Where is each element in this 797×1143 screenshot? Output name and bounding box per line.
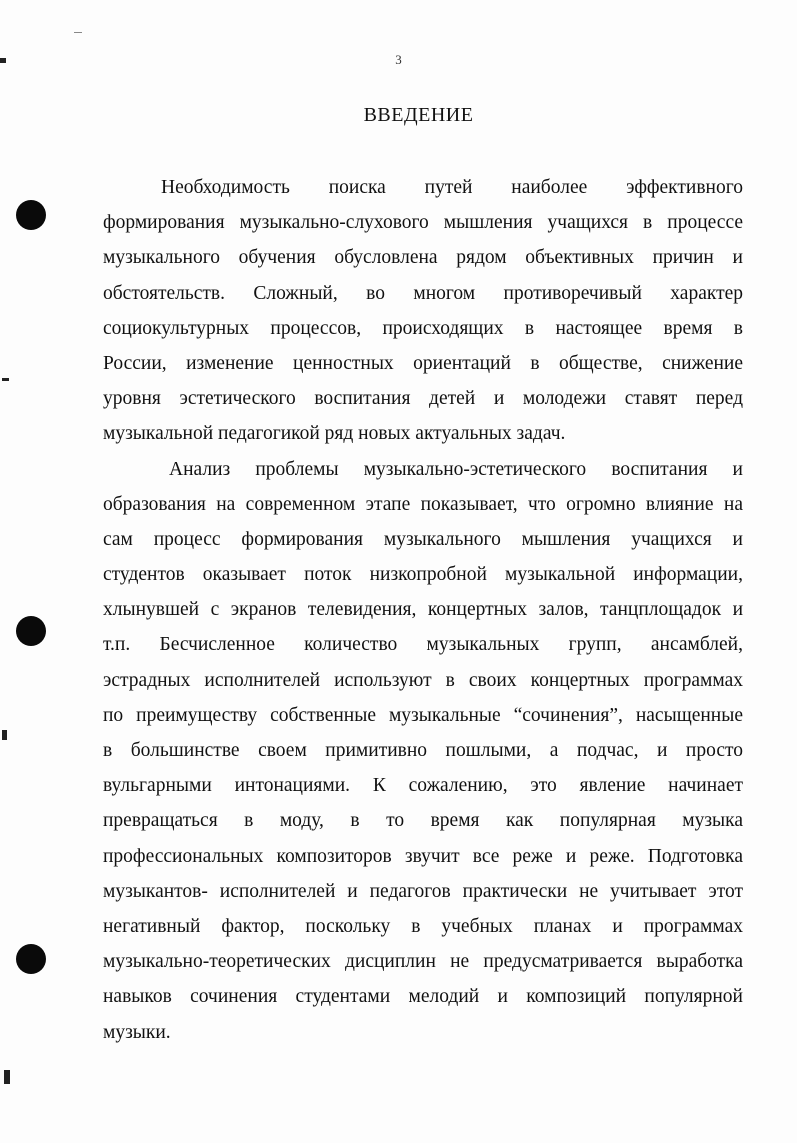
text-line: превращаться в моду, в то время как популярная музыка xyxy=(103,810,743,832)
page-number: 3 xyxy=(395,52,402,67)
text-line: музыкантов- исполнителей и педагогов практически не учитывает этот xyxy=(103,880,743,902)
punch-hole-bottom xyxy=(16,944,46,974)
text-line: т.п. Бесчисленное количество музыкальных групп, ансамблей, xyxy=(103,634,743,656)
punch-hole-top xyxy=(16,200,46,230)
text-line: России, изменение ценностных ориентаций в обществе, снижение xyxy=(103,352,743,374)
text-line: сам процесс формирования музыкального мышления учащихся и xyxy=(103,528,743,550)
scan-mark xyxy=(4,1070,10,1084)
section-heading: ВВЕДЕНИЕ xyxy=(363,104,474,126)
scan-mark xyxy=(2,730,7,740)
text-line: вульгарными интонациями. К сожалению, это явление начинает xyxy=(103,775,743,797)
text-line: Анализ проблемы музыкально-эстетического воспитания и xyxy=(169,458,743,480)
text-line: профессиональных композиторов звучит все реже и реже. Подготовка xyxy=(103,845,743,867)
scan-mark xyxy=(74,32,82,33)
text-line: навыков сочинения студентами мелодий и композиций популярной xyxy=(103,986,743,1008)
text-line: музыки. xyxy=(103,1021,171,1043)
text-line: Необходимость поиска путей наиболее эффективного xyxy=(161,177,743,198)
text-line: обстоятельств. Сложный, во многом противоречивый характер xyxy=(103,282,743,304)
text-line: эстрадных исполнителей используют в своих концертных программах xyxy=(103,669,743,691)
text-line: социокультурных процессов, происходящих в настоящее время в xyxy=(103,317,743,339)
text-line: формирования музыкально-слухового мышления учащихся в процессе xyxy=(103,212,743,234)
text-line: музыкально-теоретических дисциплин не предусматривается выработка xyxy=(103,951,743,973)
punch-hole-middle xyxy=(16,616,46,646)
scan-mark xyxy=(2,378,9,381)
paragraph-2 xyxy=(103,452,743,1050)
text-line: хлынувшей с экранов телевидения, концертных залов, танцплощадок и xyxy=(103,599,743,621)
paragraph-1 xyxy=(103,170,743,452)
text-line: образования на современном этапе показывает, что огромно влияние на xyxy=(103,493,743,515)
text-line: в большинстве своем примитивно пошлыми, а подчас, и просто xyxy=(103,740,743,761)
text-line: студентов оказывает поток низкопробной музыкальной информации, xyxy=(103,564,743,586)
text-line: музыкального обучения обусловлена рядом объективных причин и xyxy=(103,247,743,269)
text-line: негативный фактор, поскольку в учебных планах и программах xyxy=(103,915,743,937)
text-line: уровня эстетического воспитания детей и молодежи ставят перед xyxy=(103,388,743,410)
text-line: музыкальной педагогикой ряд новых актуальных задач. xyxy=(103,423,566,445)
text-line: по преимуществу собственные музыкальные “сочинения”, насыщенные xyxy=(103,704,743,726)
body-text xyxy=(103,170,743,1050)
